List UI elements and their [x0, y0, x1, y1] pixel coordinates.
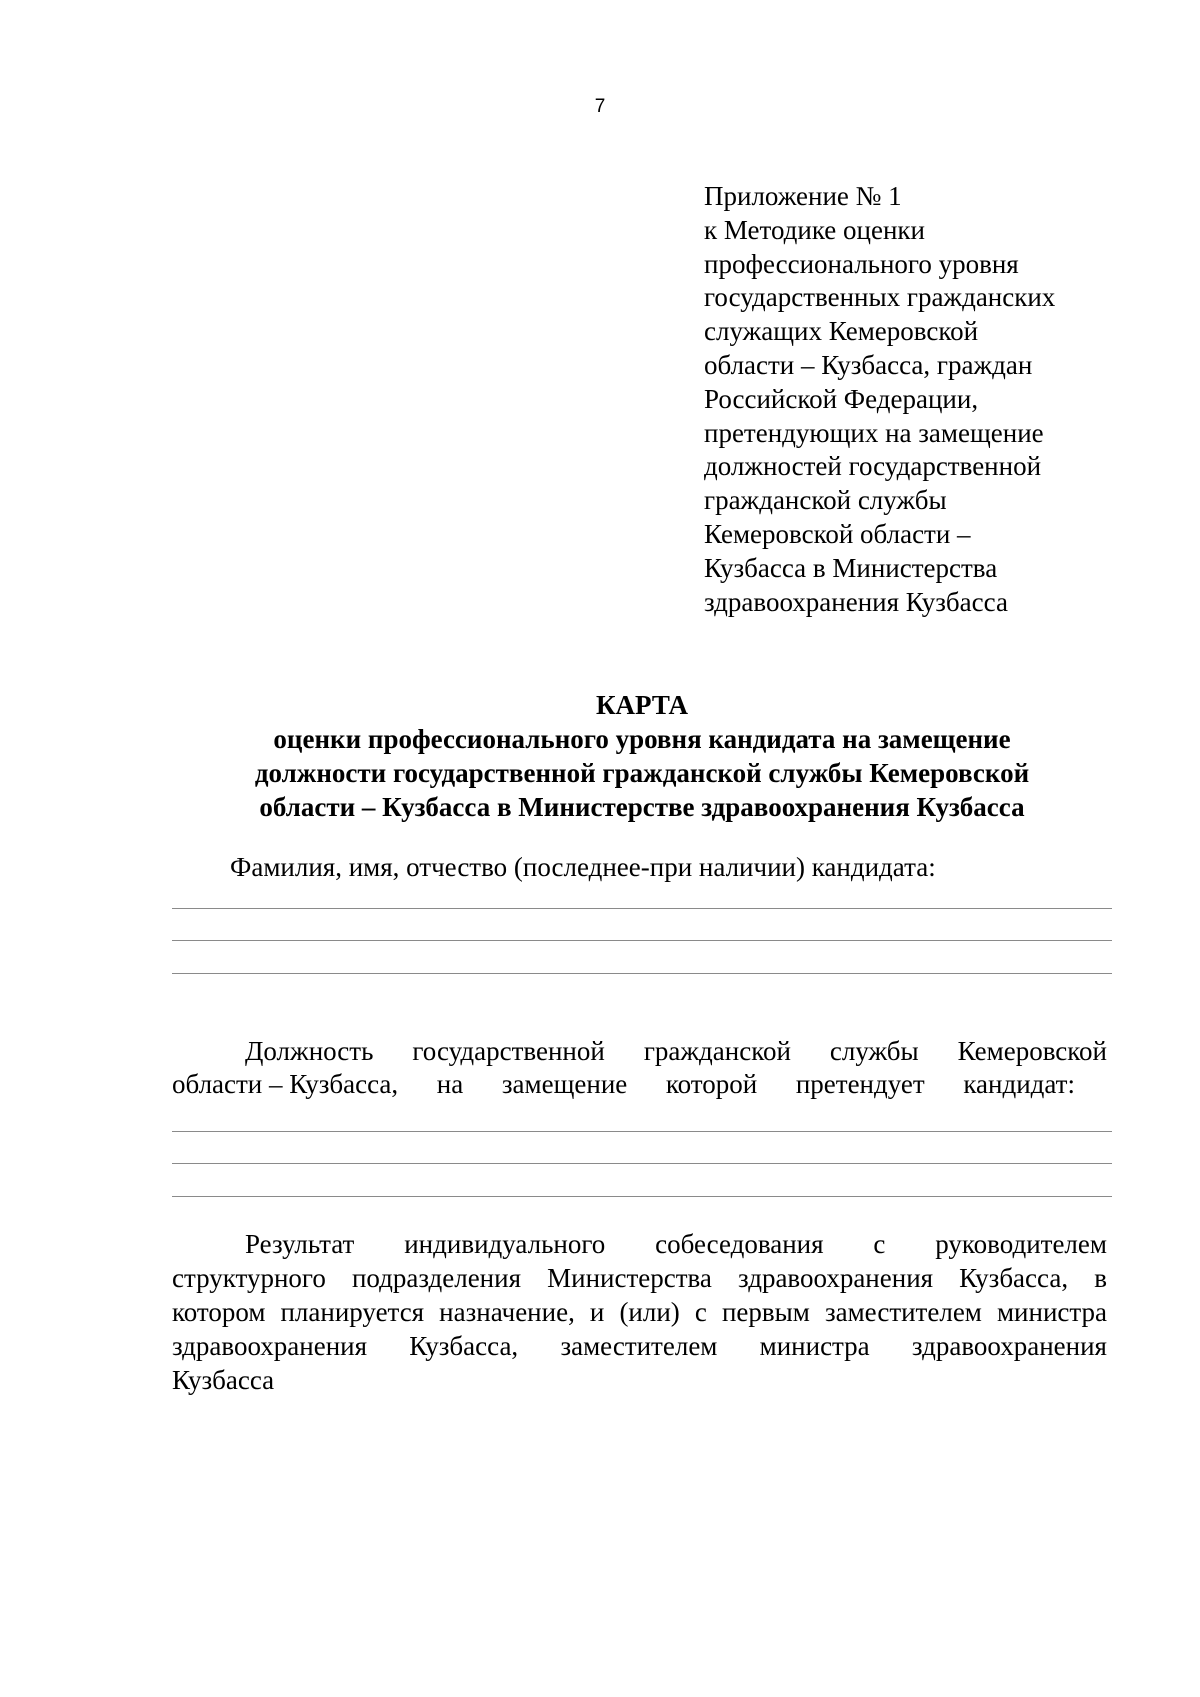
word: в: [1094, 1263, 1107, 1293]
word: подразделения: [351, 1263, 522, 1293]
word: Кузбасса,: [409, 1331, 519, 1361]
word: заместителем: [824, 1297, 982, 1327]
title-heading: КАРТА: [595, 690, 689, 720]
document-title: [172, 688, 1112, 824]
appendix-line: Кемеровской области –: [704, 518, 971, 549]
word: с: [873, 1229, 886, 1259]
word: (или): [619, 1297, 680, 1327]
word: планируется: [280, 1297, 425, 1327]
appendix-line: должностей государственной: [704, 451, 1042, 482]
word: Кузбасса,: [959, 1263, 1069, 1293]
fio-blank-line[interactable]: [172, 908, 1112, 909]
word: Результат: [245, 1229, 355, 1259]
position-blank-line[interactable]: [172, 1131, 1112, 1132]
word: которой: [665, 1069, 758, 1099]
word: руководителем: [935, 1229, 1107, 1259]
appendix-line: государственных гражданских: [704, 282, 1056, 313]
interview-line-4: [172, 1330, 1107, 1363]
word: собеседования: [655, 1229, 824, 1259]
position-blank-line[interactable]: [172, 1196, 1112, 1197]
word: претендует: [795, 1069, 925, 1099]
interview-line-2: [172, 1262, 1107, 1295]
word: здравоохранения: [172, 1331, 368, 1361]
word: с: [694, 1297, 707, 1327]
word: структурного: [172, 1263, 326, 1293]
word: министра: [996, 1297, 1107, 1327]
word: гражданской: [643, 1036, 791, 1066]
word: кандидат:: [963, 1069, 1075, 1099]
word: здравоохранения: [738, 1263, 934, 1293]
appendix-line: к Методике оценки: [704, 214, 925, 245]
word: назначение,: [439, 1297, 575, 1327]
interview-line-5: Кузбасса: [172, 1365, 275, 1395]
appendix-line: гражданской службы: [704, 485, 947, 516]
position-line-2: [172, 1068, 1075, 1101]
word: службы: [829, 1036, 919, 1066]
word: Кемеровской: [957, 1036, 1107, 1066]
word: индивидуального: [404, 1229, 606, 1259]
word: министра: [759, 1331, 870, 1361]
appendix-line: Кузбасса в Министерства: [704, 552, 998, 583]
word: Министерства: [547, 1263, 712, 1293]
title-line: области – Кузбасса в Министерстве здравоохранения Кузбасса: [259, 792, 1025, 822]
appendix-line: здравоохранения Кузбасса: [704, 586, 1008, 617]
appendix-line: Российской Федерации,: [704, 383, 979, 414]
appendix-line: области – Кузбасса, граждан: [704, 349, 1033, 380]
fio-blank-line[interactable]: [172, 973, 1112, 974]
position-blank-line[interactable]: [172, 1163, 1112, 1164]
word: на: [436, 1069, 464, 1099]
interview-line-1: [245, 1228, 1107, 1261]
word: первым: [721, 1297, 810, 1327]
fio-blank-line[interactable]: [172, 940, 1112, 941]
appendix-line: претендующих на замещение: [704, 417, 1044, 448]
page-number: 7: [594, 96, 606, 117]
title-line: оценки профессионального уровня кандидата на замещение: [273, 724, 1011, 754]
word: и: [589, 1297, 605, 1327]
word: замещение: [501, 1069, 628, 1099]
title-line: должности государственной гражданской службы Кемеровской: [254, 758, 1030, 788]
interview-line-3: [172, 1296, 1107, 1329]
word: котором: [172, 1297, 266, 1327]
appendix-block: [704, 180, 1124, 619]
appendix-line: Приложение № 1: [704, 181, 902, 211]
word: здравоохранения: [911, 1331, 1107, 1361]
appendix-line: служащих Кемеровской: [704, 316, 979, 347]
word: области – Кузбасса,: [172, 1069, 399, 1099]
word: Должность: [245, 1036, 374, 1066]
appendix-line: профессионального уровня: [704, 248, 1019, 279]
word: заместителем: [560, 1331, 718, 1361]
fio-label: Фамилия, имя, отчество (последнее-при наличии) кандидата:: [230, 852, 936, 882]
position-line-1: [245, 1035, 1107, 1068]
word: государственной: [412, 1036, 605, 1066]
